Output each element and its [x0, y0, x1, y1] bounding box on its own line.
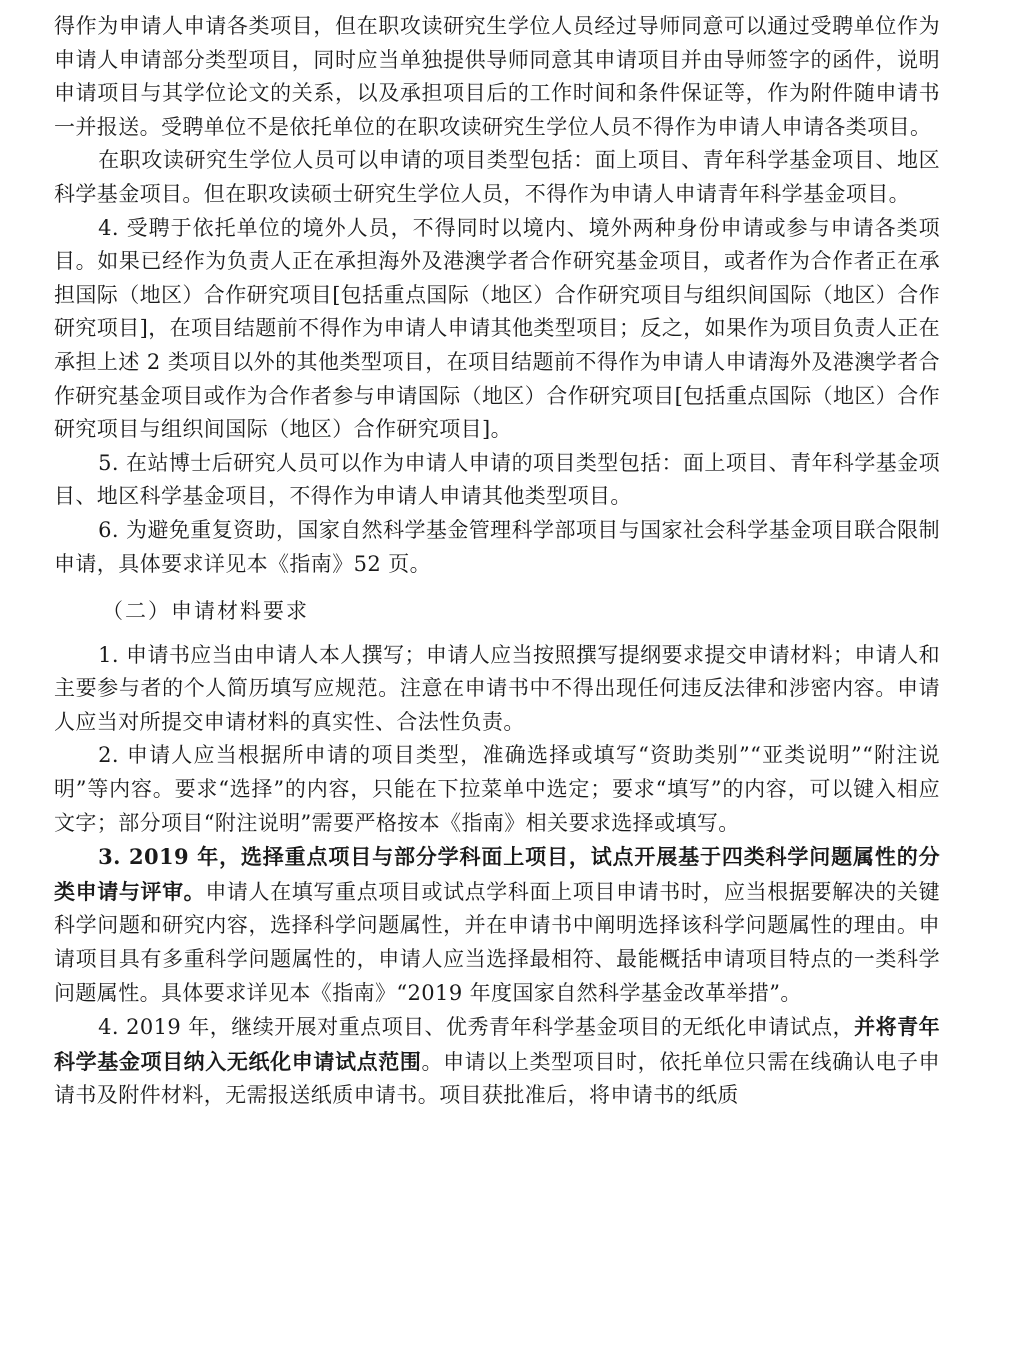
material-item-4-bold: 并将青年科学基金项目纳入无纸化申请试点范围 — [54, 1014, 940, 1074]
material-item-4-text: 。申请以上类型项目时，依托单位只需在线确认电子申请书及附件材料，无需报送纸质申请书。项目获批准后，将申请书的纸质 — [54, 1049, 940, 1108]
material-item-1: 1. 申请书应当由申请人本人撰写；申请人应当按照撰写提纲要求提交申请材料；申请人和主要参与者的个人简历填写应规范。注意在申请书中不得出现任何违反法律和涉密内容。申请人应当对所提交申请材料的真实性、合法性负责。 — [54, 642, 940, 734]
material-item-2: 2. 申请人应当根据所申请的项目类型，准确选择或填写“资助类别”“亚类说明”“附注说明”等内容。要求“选择”的内容，只能在下拉菜单中选定；要求“填写”的内容，可以键入相应文字；部分项目“附注说明”需要严格按本《指南》相关要求选择或填写。 — [54, 743, 940, 835]
material-item-3-text: 申请人在填写重点项目或试点学科面上项目申请书时，应当根据要解决的关键科学问题和研究内容，选择科学问题属性，并在申请书中阐明选择该科学问题属性的理由。申请项目具有多重科学问题属性的，申请人应当选择最相符、最能概括申请项目特点的一类科学问题属性。具体要求详见本《指南》“2019 年度国家自然科学基金改革举措”。 — [54, 879, 940, 1005]
material-item-4 — [54, 1010, 940, 1113]
material-item-3 — [54, 840, 940, 1010]
material-item-4-start: 4. 2019 年，继续开展对重点项目、优秀青年科学基金项目的无纸化申请试点， — [98, 1015, 855, 1040]
section-heading: （二）申请材料要求 — [102, 599, 309, 624]
paragraph-item-4: 4. 受聘于依托单位的境外人员，不得同时以境内、境外两种身份申请或参与申请各类项目。如果已经作为负责人正在承担海外及港澳学者合作研究基金项目，或者作为合作者正在承担国际（地区）合作研究项目[包括重点国际（地区）合作研究项目与组织间国际（地区）合作研究项目]，在项目结题前不得作为申请人申请其他类型项目；反之，如果作为项目负责人正在承担上述 2 类项目以外的其他类型项目，在项目结题前不得作为申请人申请海外及港澳学者合作研究基金项目或作为合作者参与申请国际（地区）合作研究项目[包括重点国际（地区）合作研究项目与组织间国际（地区）合作研究项目]。 — [54, 215, 940, 442]
material-item-3-bold: 3. 2019 年，选择重点项目与部分学科面上项目，试点开展基于四类科学问题属性的分类申请与评审。 — [54, 844, 940, 904]
paragraph-item-5: 5. 在站博士后研究人员可以作为申请人申请的项目类型包括：面上项目、青年科学基金项目、地区科学基金项目，不得作为申请人申请其他类型项目。 — [54, 450, 940, 509]
paragraph-intro: 得作为申请人申请各类项目，但在职攻读研究生学位人员经过导师同意可以通过受聘单位作为申请人申请部分类型项目，同时应当单独提供导师同意其申请项目并由导师签字的函件，说明申请项目与其学位论文的关系，以及承担项目后的工作时间和条件保证等，作为附件随申请书一并报送。受聘单位不是依托单位的在职攻读研究生学位人员不得作为申请人申请各类项目。 — [54, 14, 940, 139]
paragraph-parttime-students: 在职攻读研究生学位人员可以申请的项目类型包括：面上项目、青年科学基金项目、地区科学基金项目。但在职攻读硕士研究生学位人员，不得作为申请人申请青年科学基金项目。 — [54, 148, 940, 206]
document-page — [54, 10, 940, 1113]
paragraph-item-6: 6. 为避免重复资助，国家自然科学基金管理科学部项目与国家社会科学基金项目联合限制申请，具体要求详见本《指南》52 页。 — [54, 517, 940, 576]
